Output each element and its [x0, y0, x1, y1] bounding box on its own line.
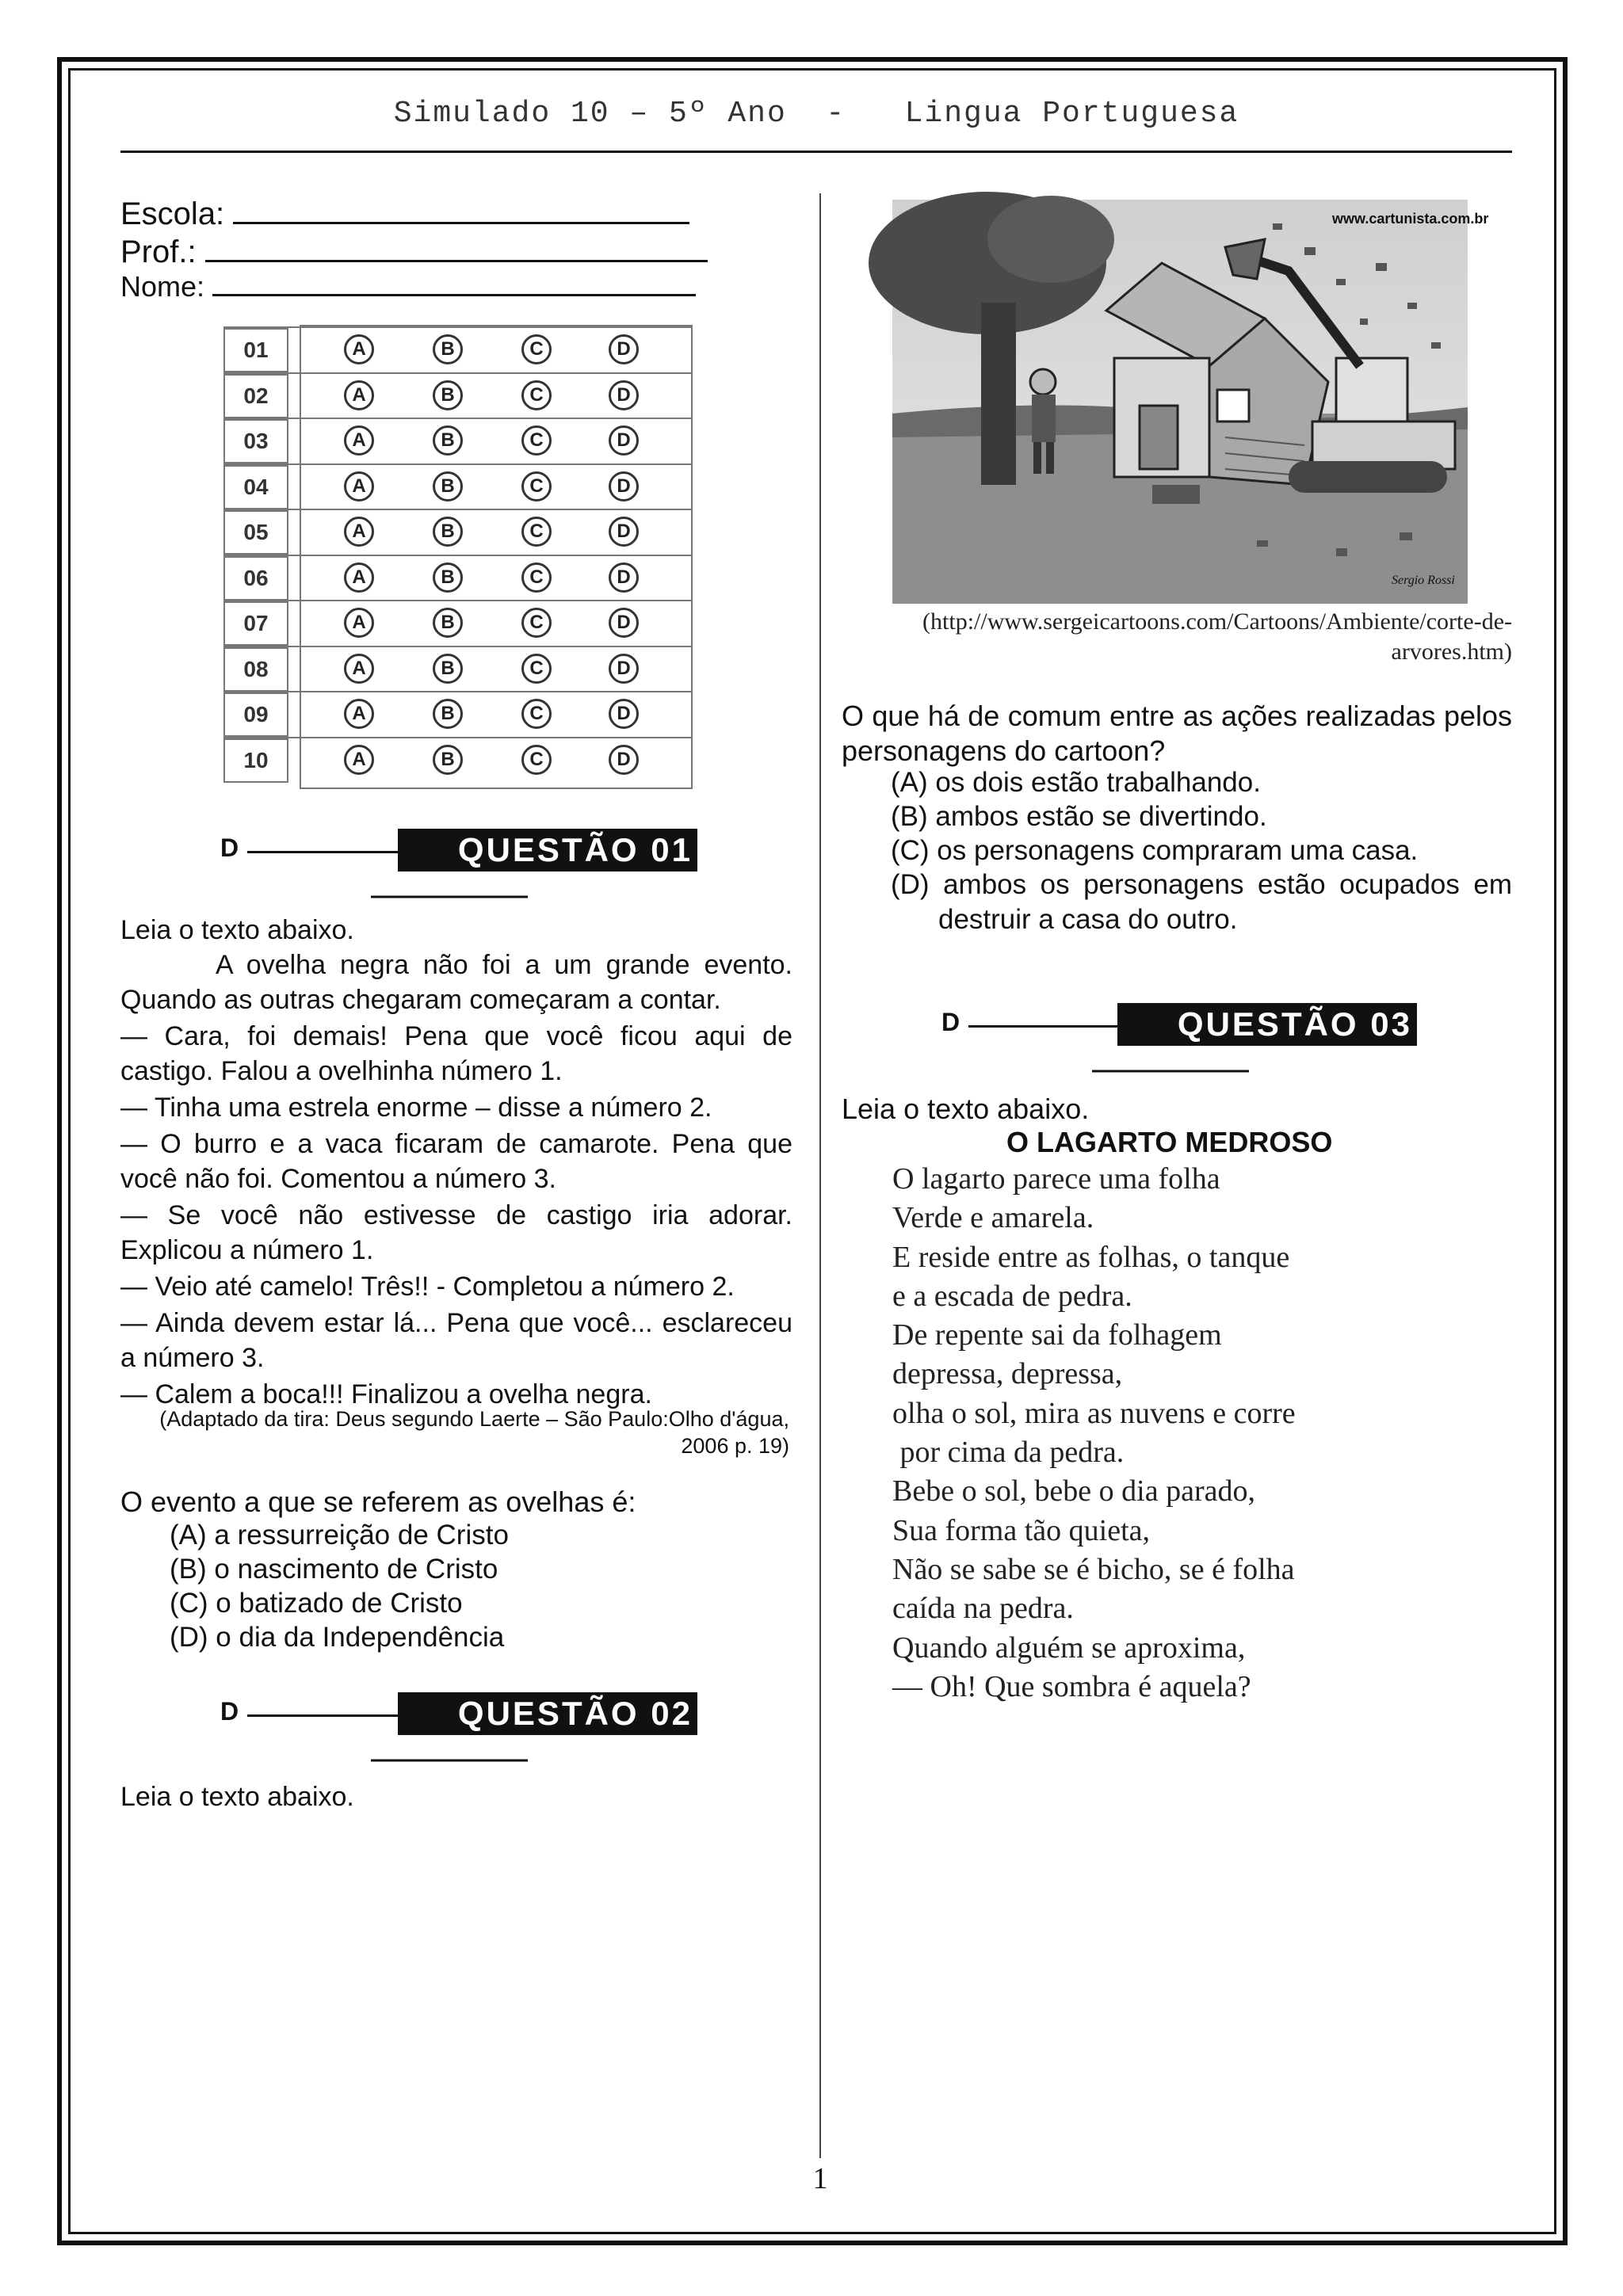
poem-line: Bebe o sol, bebe o dia parado,	[892, 1474, 1255, 1508]
question-01-option-c[interactable]: (C) o batizado de Cristo	[170, 1588, 463, 1619]
answer-bubble-a[interactable]: A	[344, 563, 374, 593]
answer-bubble-b[interactable]: B	[433, 380, 463, 410]
answer-row-number: 04	[223, 465, 288, 509]
question-01-prompt: O evento a que se referem as ovelhas é:	[120, 1486, 636, 1518]
question-02-option-a[interactable]: (A) os dois estão trabalhando.	[891, 767, 1261, 798]
answer-row-number: 02	[223, 374, 288, 418]
poem-line: por cima da pedra.	[892, 1436, 1125, 1470]
question-03-instruction: Leia o texto abaixo.	[842, 1093, 1090, 1125]
text-paragraph: — Veio até camelo! Três!! - Completou a número 2.	[120, 1272, 735, 1302]
question-01-underline: ———————	[371, 883, 526, 909]
answer-bubble-d[interactable]: D	[609, 471, 639, 502]
question-02-mark: D	[220, 1697, 239, 1726]
answer-bubble-c[interactable]: C	[521, 471, 552, 502]
poem-text	[892, 1160, 1368, 1707]
question-02-option-d-text: (D) ambos os personagens estão ocupados em destruir a casa do outro.	[891, 869, 1512, 935]
question-01-text	[120, 948, 792, 1412]
answer-row	[223, 737, 693, 783]
poem-line: Sua forma tão quieta,	[892, 1513, 1151, 1547]
teacher-label: Prof.:	[120, 235, 197, 269]
answer-bubble-d[interactable]: D	[609, 425, 639, 456]
poem-line: e a escada de pedra.	[892, 1279, 1132, 1313]
poem-line: Quando alguém se aproxima,	[892, 1630, 1246, 1665]
answer-bubble-a[interactable]: A	[344, 699, 374, 729]
poem-line: Não se sabe se é bicho, se é folha	[892, 1552, 1295, 1586]
question-01-instruction: Leia o texto abaixo.	[120, 915, 354, 945]
question-02-option-d[interactable]	[891, 868, 1512, 937]
answer-bubble-d[interactable]: D	[609, 699, 639, 729]
answer-bubble-b[interactable]: B	[433, 608, 463, 638]
answer-bubble-d[interactable]: D	[609, 334, 639, 364]
answer-bubble-a[interactable]: A	[344, 334, 374, 364]
answer-row	[223, 600, 693, 646]
answer-bubble-c[interactable]: C	[521, 563, 552, 593]
header-rule	[120, 151, 1512, 153]
answer-bubble-c[interactable]: C	[521, 608, 552, 638]
answer-bubble-d[interactable]: D	[609, 517, 639, 547]
answer-row-number: 09	[223, 692, 288, 737]
answer-row	[223, 646, 693, 692]
answer-row	[223, 555, 693, 601]
answer-bubble-b[interactable]: B	[433, 425, 463, 456]
cartoon-watermark: www.cartunista.com.br	[1332, 211, 1489, 227]
question-02-option-b[interactable]: (B) ambos estão se divertindo.	[891, 801, 1267, 832]
poem-line: caída na pedra.	[892, 1592, 1074, 1626]
answer-bubble-c[interactable]: C	[521, 425, 552, 456]
answer-bubble-d[interactable]: D	[609, 563, 639, 593]
poem-line: olha o sol, mira as nuvens e corre	[892, 1396, 1296, 1430]
answer-bubble-a[interactable]: A	[344, 517, 374, 547]
question-02-title: QUESTÃO 02	[398, 1692, 697, 1735]
poem-line: depressa, depressa,	[892, 1357, 1123, 1391]
answer-bubble-b[interactable]: B	[433, 471, 463, 502]
answer-bubble-a[interactable]: A	[344, 654, 374, 684]
question-03-mark: D	[941, 1008, 960, 1036]
text-paragraph: — O burro e a vaca ficaram de camarote. Pena que você não foi. Comentou a número 3.	[120, 1129, 792, 1194]
answer-bubble-a[interactable]: A	[344, 745, 374, 775]
question-01-rule	[247, 851, 399, 853]
answer-row-number: 05	[223, 510, 288, 555]
answer-bubble-c[interactable]: C	[521, 334, 552, 364]
question-03-underline: ———————	[1092, 1057, 1247, 1083]
answer-row	[223, 509, 693, 555]
question-01-source: (Adaptado da tira: Deus segundo Laerte – São Paulo:Olho d'água, 2006 p. 19)	[159, 1407, 789, 1458]
answer-bubble-a[interactable]: A	[344, 471, 374, 502]
text-paragraph: — Tinha uma estrela enorme – disse a número 2.	[120, 1093, 712, 1123]
answer-bubble-a[interactable]: A	[344, 380, 374, 410]
text-paragraph: — Calem a boca!!! Finalizou a ovelha negra.	[120, 1379, 652, 1409]
cartoon-image	[892, 200, 1489, 604]
question-01-title: QUESTÃO 01	[398, 829, 697, 871]
text-paragraph: A ovelha negra não foi a um grande evento. Quando as outras chegaram começaram a contar.	[120, 950, 792, 1015]
answer-bubble-b[interactable]: B	[433, 563, 463, 593]
answer-row-number: 07	[223, 601, 288, 646]
poem-line: O lagarto parece uma folha	[892, 1162, 1220, 1196]
answer-bubble-b[interactable]: B	[433, 745, 463, 775]
name-label: Nome:	[120, 270, 205, 303]
question-02-prompt: O que há de comum entre as ações realizadas pelos personagens do cartoon?	[842, 700, 1512, 767]
answer-bubble-c[interactable]: C	[521, 654, 552, 684]
answer-grid	[223, 325, 693, 789]
answer-bubble-b[interactable]: B	[433, 654, 463, 684]
answer-row-number: 06	[223, 556, 288, 601]
question-01-mark: D	[220, 833, 239, 862]
question-01-option-a[interactable]: (A) a ressurreição de Cristo	[170, 1520, 509, 1550]
answer-row-number: 01	[223, 328, 288, 372]
question-01-option-b[interactable]: (B) o nascimento de Cristo	[170, 1554, 498, 1585]
answer-row	[223, 463, 693, 509]
answer-bubble-d[interactable]: D	[609, 745, 639, 775]
answer-row-number: 08	[223, 647, 288, 692]
question-02-instruction: Leia o texto abaixo.	[120, 1782, 354, 1812]
answer-bubble-c[interactable]: C	[521, 745, 552, 775]
page-header: Simulado 10 – 5º Ano - Lingua Portuguesa	[393, 97, 1239, 131]
question-03-rule	[968, 1025, 1121, 1028]
school-blank[interactable]	[233, 198, 689, 224]
question-01-option-d[interactable]: (D) o dia da Independência	[170, 1622, 505, 1653]
answer-bubble-c[interactable]: C	[521, 699, 552, 729]
answer-row	[223, 691, 693, 737]
name-field	[120, 269, 696, 304]
question-02-option-c[interactable]: (C) os personagens compraram uma casa.	[891, 835, 1419, 866]
poem-line: Verde e amarela.	[892, 1201, 1094, 1235]
teacher-field	[120, 233, 708, 271]
answer-bubble-b[interactable]: B	[433, 334, 463, 364]
answer-row	[223, 372, 693, 418]
teacher-blank[interactable]	[205, 236, 708, 262]
school-field	[120, 195, 689, 233]
column-divider	[819, 193, 821, 2158]
answer-bubble-c[interactable]: C	[521, 517, 552, 547]
poem-line: E reside entre as folhas, o tanque	[892, 1240, 1290, 1274]
poem-line: — Oh! Que sombra é aquela?	[892, 1669, 1251, 1703]
answer-bubble-d[interactable]: D	[609, 380, 639, 410]
answer-bubble-a[interactable]: A	[344, 425, 374, 456]
answer-row	[223, 418, 693, 463]
answer-bubble-a[interactable]: A	[344, 608, 374, 638]
poem-title: O LAGARTO MEDROSO	[1006, 1126, 1333, 1158]
question-02-underline: ———————	[371, 1746, 526, 1772]
answer-row-number: 03	[223, 419, 288, 463]
cartoon-signature: Sergio Rossi	[1392, 574, 1455, 587]
question-02-rule	[247, 1714, 399, 1717]
name-blank[interactable]	[212, 270, 696, 296]
text-paragraph: — Cara, foi demais! Pena que você ficou aqui de castigo. Falou a ovelhinha número 1.	[120, 1021, 792, 1086]
cartoon-illustration	[892, 200, 1489, 604]
answer-bubble-b[interactable]: B	[433, 517, 463, 547]
text-paragraph: — Ainda devem estar lá... Pena que você... esclareceu a número 3.	[120, 1308, 792, 1373]
page-number: 1	[812, 2162, 828, 2195]
text-paragraph: — Se você não estivesse de castigo iria adorar. Explicou a número 1.	[120, 1200, 792, 1265]
poem-line: De repente sai da folhagem	[892, 1318, 1222, 1352]
answer-bubble-d[interactable]: D	[609, 608, 639, 638]
question-02-source: (http://www.sergeicartoons.com/Cartoons/Ambiente/corte-de-arvores.htm)	[922, 608, 1512, 665]
answer-row-number: 10	[223, 738, 288, 783]
answer-bubble-d[interactable]: D	[609, 654, 639, 684]
answer-bubble-b[interactable]: B	[433, 699, 463, 729]
school-label: Escola:	[120, 196, 225, 231]
answer-row	[223, 326, 693, 372]
answer-bubble-c[interactable]: C	[521, 380, 552, 410]
question-03-title: QUESTÃO 03	[1117, 1003, 1417, 1046]
